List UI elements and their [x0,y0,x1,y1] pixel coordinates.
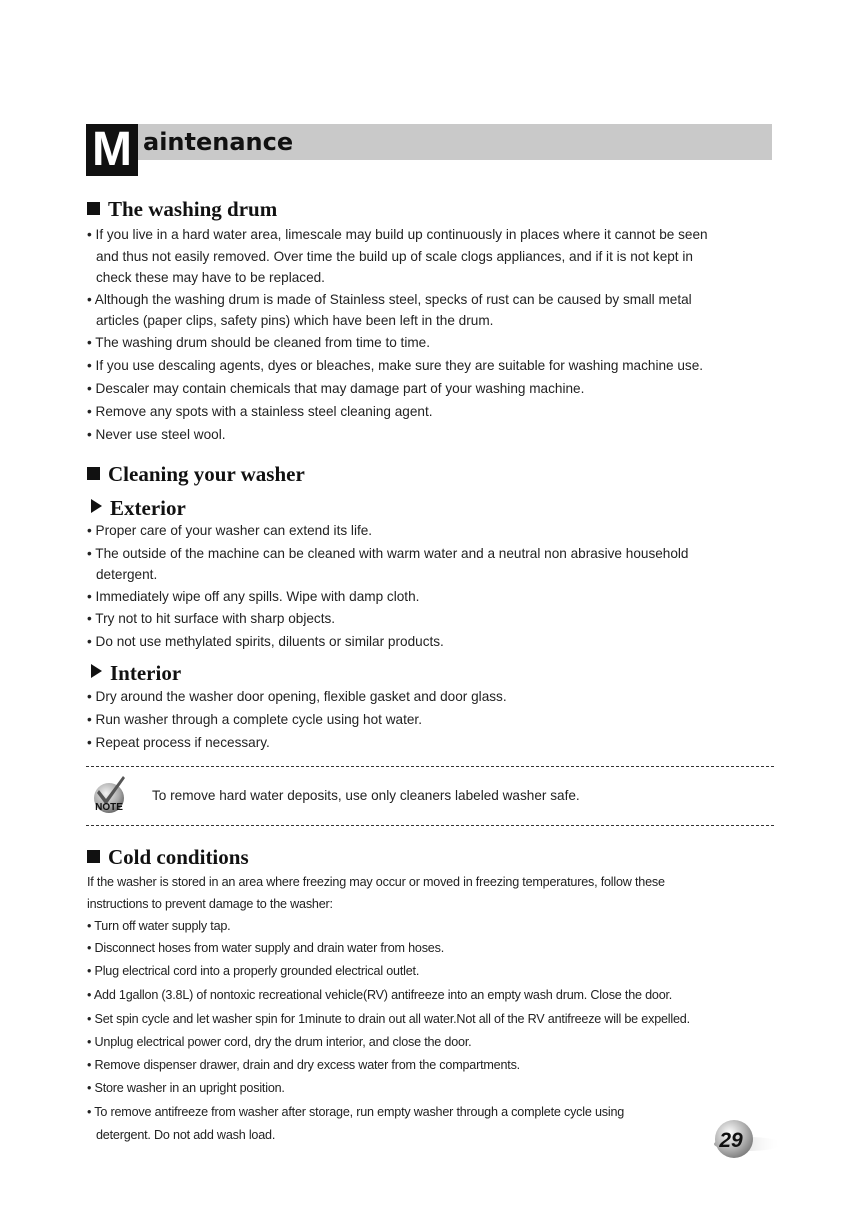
title-initial: M [86,124,138,176]
text-line: • Descaler may contain chemicals that may damage part of your washing machine. [87,381,585,396]
text-line: • The washing drum should be cleaned from time to time. [87,335,431,350]
text-line: • Run washer through a complete cycle using hot water. [87,712,422,727]
text-line: • If you use descaling agents, dyes or bleaches, make sure they are suitable for washing machine use. [87,358,704,373]
text-line: If the washer is stored in an area where freezing may occur or moved in freezing temperatures, follow these [87,875,665,889]
text-line: • Try not to hit surface with sharp objects. [87,611,336,626]
text-line: • Although the washing drum is made of Stainless steel, specks of rust can be caused by small metal [87,292,692,307]
text-line: • Store washer in an upright position. [87,1081,285,1095]
text-line: detergent. [96,567,158,582]
text-line: • Repeat process if necessary. [87,735,270,750]
text-line: • Turn off water supply tap. [87,919,231,933]
square-bullet-icon [87,202,100,215]
subheading-interior: Interior [91,661,181,685]
text-line: • Remove dispenser drawer, drain and dry excess water from the compartments. [87,1058,520,1072]
section-heading-cleaning: Cleaning your washer [87,462,305,486]
text-line: instructions to prevent damage to the washer: [87,897,333,911]
section-heading-cold-conditions: Cold conditions [87,845,249,869]
section-heading-washing-drum: The washing drum [87,197,277,221]
text-line: • Set spin cycle and let washer spin for 1minute to drain out all water.Not all of the RV antifreeze will be expelled. [87,1012,690,1026]
text-line: • Plug electrical cord into a properly grounded electrical outlet. [87,964,420,978]
text-line: • Immediately wipe off any spills. Wipe with damp cloth. [87,589,420,604]
page-title: aintenance [143,128,294,156]
text-line: • Dry around the washer door opening, flexible gasket and door glass. [87,689,507,704]
text-line: detergent. Do not add wash load. [96,1128,276,1142]
page-number-badge [700,1118,784,1164]
text-line: • Unplug electrical power cord, dry the drum interior, and close the door. [87,1035,472,1049]
square-bullet-icon [87,467,100,480]
text-line: and thus not easily removed. Over time the build up of scale clogs appliances, and if it is not kept in [96,249,693,264]
text-line: • If you live in a hard water area, limescale may build up continuously in places where it cannot be seen [87,227,708,242]
text-line: • To remove antifreeze from washer after storage, run empty washer through a complete cycle using [87,1105,625,1119]
text-line: check these may have to be replaced. [96,270,325,285]
text-line: • The outside of the machine can be cleaned with warm water and a neutral non abrasive household [87,546,689,561]
divider-top [86,766,774,767]
triangle-bullet-icon [91,499,102,513]
text-line: • Disconnect hoses from water supply and drain water from hoses. [87,941,444,955]
text-line: • Never use steel wool. [87,427,226,442]
subheading-exterior: Exterior [91,496,186,520]
text-line: • Do not use methylated spirits, diluents or similar products. [87,634,444,649]
square-bullet-icon [87,850,100,863]
text-line: articles (paper clips, safety pins) which have been left in the drum. [96,313,494,328]
divider-bottom [86,825,774,826]
note-text: To remove hard water deposits, use only cleaners labeled washer safe. [152,788,580,803]
triangle-bullet-icon [91,664,102,678]
svg-text:NOTE: NOTE [95,802,123,813]
text-line: • Add 1gallon (3.8L) of nontoxic recreational vehicle(RV) antifreeze into an empty wash drum. Close the door. [87,988,673,1002]
text-line: • Remove any spots with a stainless steel cleaning agent. [87,404,433,419]
note-checkmark-icon [90,772,130,816]
text-line: • Proper care of your washer can extend its life. [87,523,373,538]
page-number: 29 [719,1129,743,1152]
